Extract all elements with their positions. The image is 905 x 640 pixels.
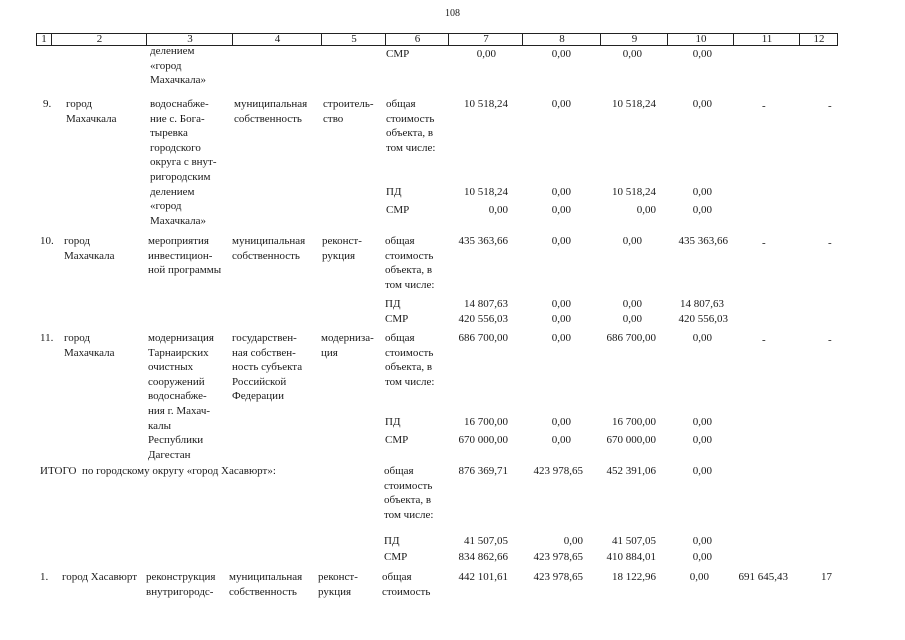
row1-city: город Хасавюрт xyxy=(62,571,138,583)
row9-total-8: 0,00 xyxy=(551,98,571,110)
row11-total-7: 686 700,00 xyxy=(458,332,508,344)
row9-col12: - xyxy=(828,100,832,112)
row10-smr-7: 420 556,03 xyxy=(458,313,508,325)
continuation-value-7: 0,00 xyxy=(476,48,496,60)
continuation-smr-label: СМР xyxy=(386,48,410,60)
row11-pd-10: 0,00 xyxy=(692,416,712,428)
row10-smr-10: 420 556,03 xyxy=(678,313,728,325)
row11-total-10: 0,00 xyxy=(692,332,712,344)
page-number: 108 xyxy=(445,8,460,19)
row10-total-10: 435 363,66 xyxy=(678,235,728,247)
row9-number: 9. xyxy=(43,98,52,110)
itogo-total-10: 0,00 xyxy=(692,465,712,477)
itogo-cost-types: общая стоимость объекта, в том числе: xyxy=(384,465,434,521)
row11-pd-label: ПД xyxy=(385,416,401,428)
row10-pd-7: 14 807,63 xyxy=(464,298,508,310)
row9-smr-7: 0,00 xyxy=(488,204,508,216)
itogo-smr-label: СМР xyxy=(384,551,408,563)
header-cell-5: 5 xyxy=(321,34,386,45)
header-cell-3: 3 xyxy=(146,34,233,45)
row10-ownership: муниципальная собственность xyxy=(232,235,306,262)
row11-cost-types: общая стоимость объекта, в том числе: xyxy=(385,332,435,388)
header-cell-6: 6 xyxy=(385,34,449,45)
row10-work-type: реконст- рукция xyxy=(322,235,362,262)
header-cell-8: 8 xyxy=(522,34,601,45)
row9-smr-label: СМР xyxy=(386,204,410,216)
row11-number: 11. xyxy=(40,332,54,344)
row1-col11: 691 645,43 xyxy=(738,571,788,583)
continuation-value-9: 0,00 xyxy=(622,48,642,60)
row9-ownership: муниципальная собственность xyxy=(234,98,308,125)
continuation-object: делением «город Махачкала» xyxy=(150,45,207,87)
header-cell-9: 9 xyxy=(600,34,668,45)
row10-smr-label: СМР xyxy=(385,313,409,325)
row11-smr-10: 0,00 xyxy=(692,434,712,446)
row9-smr-8: 0,00 xyxy=(551,204,571,216)
itogo-pd-7: 41 507,05 xyxy=(464,535,508,547)
itogo-pd-9: 41 507,05 xyxy=(612,535,656,547)
row11-col11: - xyxy=(762,334,766,346)
row1-total-10: 0,00 xyxy=(689,571,709,583)
header-cell-7: 7 xyxy=(448,34,523,45)
row11-smr-8: 0,00 xyxy=(551,434,571,446)
header-cell-11: 11 xyxy=(733,34,800,45)
row11-work-type: модерниза- ция xyxy=(321,332,374,359)
row9-total-10: 0,00 xyxy=(692,98,712,110)
row11-smr-9: 670 000,00 xyxy=(606,434,656,446)
itogo-smr-10: 0,00 xyxy=(692,551,712,563)
row10-city: город Махачкала xyxy=(64,235,115,262)
row9-city: город Махачкала xyxy=(66,98,117,125)
row1-cost-types: общая стоимость xyxy=(382,571,431,598)
itogo-smr-9: 410 884,01 xyxy=(606,551,656,563)
row9-cost-types: общая стоимость объекта, в том числе: xyxy=(386,98,436,154)
itogo-total-9: 452 391,06 xyxy=(606,465,656,477)
row1-object: реконструкция внутригородс- xyxy=(146,571,216,598)
header-cell-1: 1 xyxy=(41,33,47,45)
row11-pd-8: 0,00 xyxy=(551,416,571,428)
itogo-smr-8: 423 978,65 xyxy=(533,551,583,563)
row9-pd-7: 10 518,24 xyxy=(464,186,508,198)
itogo-smr-7: 834 862,66 xyxy=(458,551,508,563)
row9-pd-label: ПД xyxy=(386,186,402,198)
row9-work-type: строитель- ство xyxy=(323,98,374,125)
row10-pd-9: 0,00 xyxy=(622,298,642,310)
itogo-pd-8: 0,00 xyxy=(563,535,583,547)
row11-smr-7: 670 000,00 xyxy=(458,434,508,446)
row10-total-9: 0,00 xyxy=(622,235,642,247)
row9-smr-9: 0,00 xyxy=(636,204,656,216)
row10-number: 10. xyxy=(40,235,54,247)
row10-pd-10: 14 807,63 xyxy=(680,298,724,310)
header-cell-10: 10 xyxy=(667,34,734,45)
row10-col12: - xyxy=(828,237,832,249)
row1-ownership: муниципальная собственность xyxy=(229,571,303,598)
row11-total-9: 686 700,00 xyxy=(606,332,656,344)
row10-total-7: 435 363,66 xyxy=(458,235,508,247)
row11-smr-label: СМР xyxy=(385,434,409,446)
row11-ownership: государствен- ная собствен- ность субъекта Российской Федерации xyxy=(232,332,303,403)
row10-col11: - xyxy=(762,237,766,249)
row9-pd-9: 10 518,24 xyxy=(612,186,656,198)
itogo-pd-label: ПД xyxy=(384,535,400,547)
row9-object: водоснабже- ние с. Бога- тыревка городского округа с внут- ригородским делением «город Махачкала» xyxy=(150,98,217,227)
header-cell-12: 12 xyxy=(799,34,838,45)
row1-col12: 17 xyxy=(821,571,832,583)
row1-total-7: 442 101,61 xyxy=(458,571,508,583)
row10-cost-types: общая стоимость объекта, в том числе: xyxy=(385,235,435,291)
row11-pd-9: 16 700,00 xyxy=(612,416,656,428)
row10-total-8: 0,00 xyxy=(551,235,571,247)
row11-object: модернизация Тарнаирских очистных сооружений водоснабже- ния г. Махач- калы Республики Дагестан xyxy=(148,332,214,461)
row9-pd-10: 0,00 xyxy=(692,186,712,198)
itogo-pd-10: 0,00 xyxy=(692,535,712,547)
continuation-value-8: 0,00 xyxy=(551,48,571,60)
row10-smr-8: 0,00 xyxy=(551,313,571,325)
row10-pd-label: ПД xyxy=(385,298,401,310)
header-cell-4: 4 xyxy=(232,34,322,45)
row11-total-8: 0,00 xyxy=(551,332,571,344)
itogo-label: ИТОГО по городскому округу «город Хасавюрт»: xyxy=(40,465,276,477)
row10-smr-9: 0,00 xyxy=(622,313,642,325)
header-cell-2: 2 xyxy=(51,34,147,45)
itogo-total-7: 876 369,71 xyxy=(458,465,508,477)
row1-number: 1. xyxy=(40,571,49,583)
row10-pd-8: 0,00 xyxy=(551,298,571,310)
row10-object: мероприятия инвестицион- ной программы xyxy=(148,235,222,277)
row9-total-9: 10 518,24 xyxy=(612,98,656,110)
row9-col11: - xyxy=(762,100,766,112)
row1-total-8: 423 978,65 xyxy=(533,571,583,583)
itogo-total-8: 423 978,65 xyxy=(533,465,583,477)
continuation-value-10: 0,00 xyxy=(692,48,712,60)
row9-smr-10: 0,00 xyxy=(692,204,712,216)
row11-col12: - xyxy=(828,334,832,346)
row11-city: город Махачкала xyxy=(64,332,115,359)
row9-pd-8: 0,00 xyxy=(551,186,571,198)
row11-pd-7: 16 700,00 xyxy=(464,416,508,428)
row9-total-7: 10 518,24 xyxy=(464,98,508,110)
row1-total-9: 18 122,96 xyxy=(612,571,656,583)
row1-work-type: реконст- рукция xyxy=(318,571,358,598)
